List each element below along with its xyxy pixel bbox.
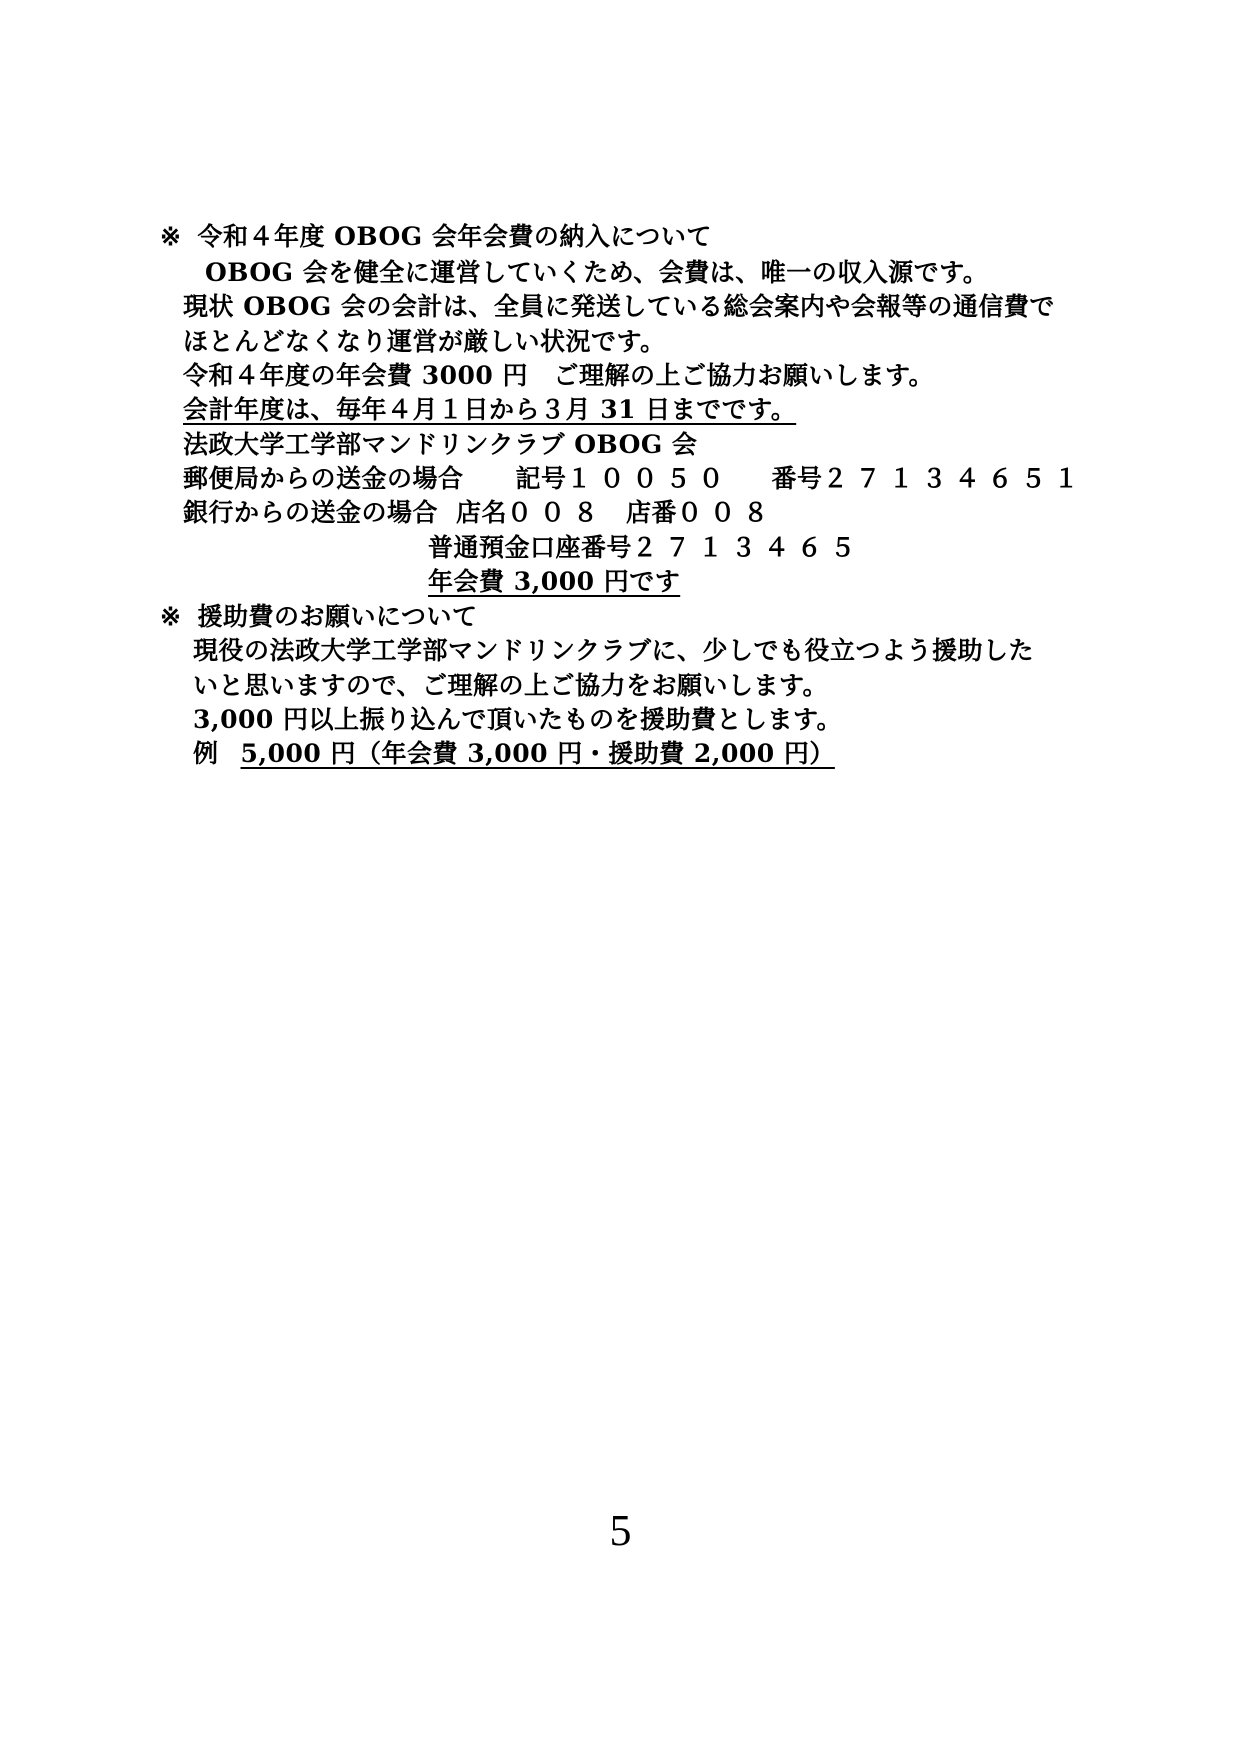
section1-paragraph: 現状 OBOG 会の会計は、全員に発送している総会案内や会報等の通信費で bbox=[183, 292, 1055, 321]
bank-label: 銀行からの送金の場合 bbox=[183, 498, 439, 527]
example-value: 5,000 円（年会費 3,000 円・援助費 2,000 円） bbox=[240, 739, 835, 768]
fiscal-year-line: 会計年度は、毎年４月１日から３月 31 日までです。 bbox=[183, 395, 797, 424]
reference-mark: ※ bbox=[160, 222, 182, 251]
bank-account-label: 普通預金口座番号 bbox=[428, 533, 633, 562]
example-line bbox=[193, 739, 835, 769]
postal-remittance-line bbox=[183, 464, 1087, 494]
section2-paragraph: 3,000 円以上振り込んで頂いたものを援助費とします。 bbox=[193, 705, 842, 734]
section1-heading bbox=[160, 222, 712, 252]
bank-branch-no-label: 店番 bbox=[626, 498, 678, 527]
bank-branch-no-value: ００８ bbox=[677, 498, 777, 527]
bank-account-line bbox=[428, 533, 863, 563]
postal-label: 郵便局からの送金の場合 bbox=[183, 464, 464, 493]
section1-paragraph: ほとんどなくなり運営が厳しい状況です。 bbox=[183, 327, 666, 356]
bank-annual-fee: 年会費 3,000 円です bbox=[428, 567, 681, 596]
bank-branch-name-value: ００８ bbox=[507, 498, 607, 527]
section2-heading bbox=[160, 602, 477, 632]
bank-remittance-line bbox=[183, 498, 776, 528]
postal-symbol-value: １００５０ bbox=[566, 464, 732, 493]
page-number: 5 bbox=[609, 1506, 632, 1555]
section1-paragraph: OBOG 会を健全に運営していくため、会費は、唯一の収入源です。 bbox=[205, 258, 989, 287]
bank-branch-name-label: 店名 bbox=[456, 498, 508, 527]
account-name: 法政大学工学部マンドリンクラブ OBOG 会 bbox=[183, 430, 698, 459]
reference-mark: ※ bbox=[160, 602, 182, 631]
postal-number-value: ２７１３４６５１ bbox=[822, 464, 1087, 493]
bank-account-value: ２７１３４６５ bbox=[632, 533, 864, 562]
section2-paragraph: いと思いますので、ご理解の上ご協力をお願いします。 bbox=[193, 671, 829, 700]
section2-heading-text: 援助費のお願いについて bbox=[197, 602, 478, 631]
postal-symbol-label: 記号 bbox=[515, 464, 567, 493]
section2-paragraph: 現役の法政大学工学部マンドリンクラブに、少しでも役立つよう援助した bbox=[193, 636, 1035, 665]
annual-fee-line: 令和４年度の年会費 3000 円 ご理解の上ご協力お願いします。 bbox=[183, 361, 934, 390]
example-label: 例 bbox=[193, 739, 219, 768]
postal-number-label: 番号 bbox=[771, 464, 823, 493]
section1-heading-text: 令和４年度 OBOG 会年会費の納入について bbox=[197, 222, 712, 251]
